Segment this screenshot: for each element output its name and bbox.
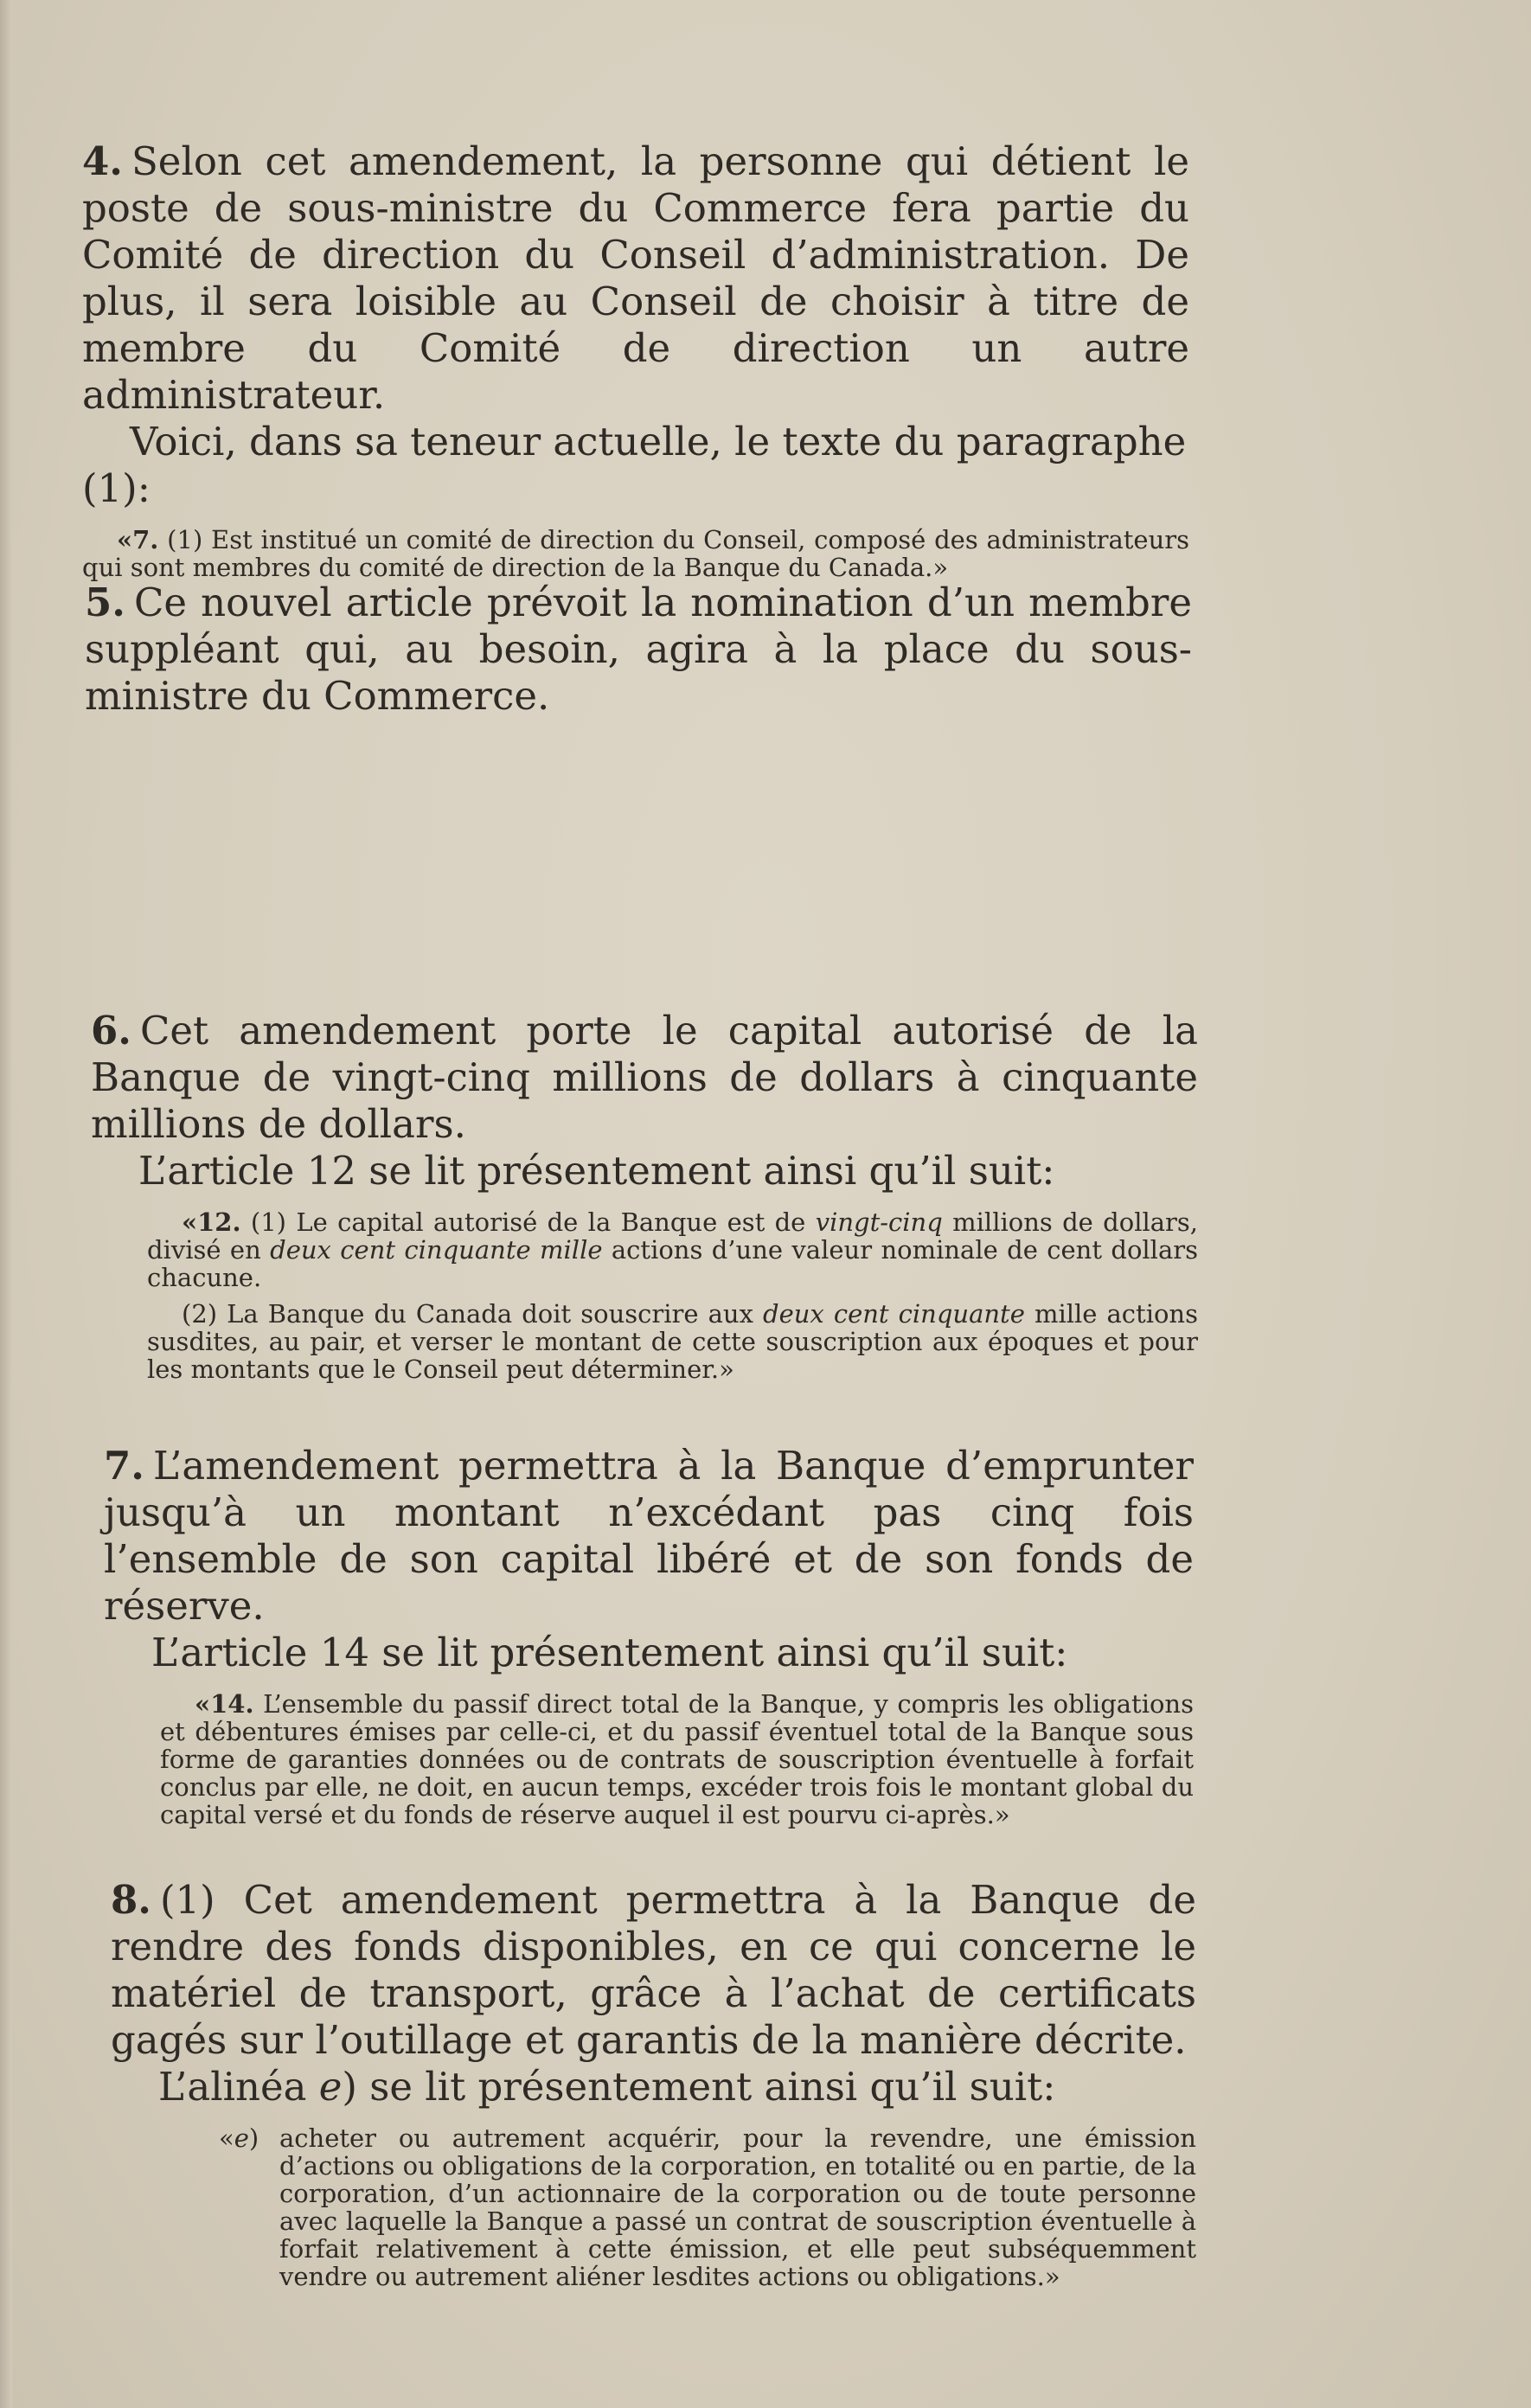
section-7-paragraph bbox=[104, 1443, 1194, 1630]
section-4-quote-number: «7. bbox=[117, 525, 159, 554]
section-8-quote-item bbox=[219, 2124, 1196, 2290]
section-8-lead-text-a: L’alinéa bbox=[158, 2064, 319, 2110]
section-5 bbox=[85, 580, 1192, 720]
section-8-lead bbox=[111, 2064, 1196, 2110]
section-8-item-label bbox=[219, 2124, 259, 2152]
section-8-item-label-close: ) bbox=[248, 2123, 259, 2153]
section-8-item-label-open: « bbox=[219, 2123, 234, 2153]
section-7 bbox=[104, 1443, 1194, 1828]
section-4-text: Selon cet amendement, la personne qui détient le poste de sous-ministre du Commerce fera partie du Comité de direction du Conseil d’administration. De plus, il sera loisible au Conseil de choisir à titre de membre du Comité de direction un autre administrateur. bbox=[82, 138, 1189, 418]
section-6-quote-1 bbox=[147, 1208, 1198, 1291]
section-4-lead: Voici, dans sa teneur actuelle, le texte du paragraphe (1): bbox=[82, 419, 1187, 511]
section-8-text: (1) Cet amendement permettra à la Banque de rendre des fonds disponibles, en ce qui concerne le matériel de transport, grâce à l’achat de certificats gagés sur l’outillage et garantis de la manière décrite. bbox=[111, 1877, 1196, 2063]
section-7-number: 7. bbox=[104, 1443, 144, 1489]
section-6-quote-2-text-a: (2) La Banque du Canada doit souscrire aux bbox=[182, 1299, 764, 1329]
section-4 bbox=[82, 138, 1189, 581]
section-7-lead: L’article 14 se lit présentement ainsi qu’il suit: bbox=[151, 1630, 1068, 1675]
section-6-text: Cet amendement porte le capital autorisé de la Banque de vingt-cinq millions de dollars à cinquante millions de dollars. bbox=[91, 1008, 1198, 1147]
section-6-lead: L’article 12 se lit présentement ainsi qu’il suit: bbox=[138, 1148, 1055, 1194]
section-7-quote-number: «14. bbox=[195, 1689, 254, 1719]
section-4-paragraph bbox=[82, 138, 1189, 419]
section-4-quote-text: (1) Est institué un comité de direction du Conseil, composé des administrateurs qui sont membres du comité de direction de la Banque du Canada.» bbox=[82, 525, 1189, 582]
section-6-quote-1-text-c: actions d’une valeur nominale de cent dollars chacune. bbox=[147, 1235, 1198, 1292]
section-7-text: L’amendement permettra à la Banque d’emprunter jusqu’à un montant n’excédant pas cinq fois l’ensemble de son capital libéré et de son fonds de réserve. bbox=[104, 1443, 1194, 1629]
section-6-paragraph bbox=[91, 1008, 1198, 1148]
section-7-quote bbox=[160, 1690, 1194, 1828]
section-6-quote-1-italic-2: deux cent cinquante mille bbox=[270, 1235, 603, 1265]
section-8-item-text: acheter ou autrement acquérir, pour la revendre, une émission d’actions ou obligations de la corporation, en totalité ou en partie, de la corporation, d’un actionnaire de la corporation ou de toute personne avec laquelle la Banque a passé un contrat de souscription éventuelle à forfait relativement à cette émission, et elle peut subséquemment vendre ou autrement aliéner lesdites actions ou obligations.» bbox=[279, 2123, 1196, 2291]
section-5-paragraph bbox=[85, 580, 1192, 720]
section-6-quote-number: «12. bbox=[182, 1207, 241, 1237]
section-4-quote bbox=[82, 526, 1189, 581]
section-6-quote-2-italic: deux cent cinquante bbox=[763, 1299, 1025, 1329]
section-6-quote-1-italic-1: vingt-cinq bbox=[815, 1207, 943, 1237]
section-5-number: 5. bbox=[85, 580, 125, 625]
section-8-lead-text-b: ) se lit présentement ainsi qu’il suit: bbox=[342, 2064, 1056, 2110]
section-6-quote-1-text-a: (1) Le capital autorisé de la Banque est de bbox=[240, 1207, 816, 1237]
page-edge-shadow bbox=[0, 0, 12, 2408]
section-6 bbox=[91, 1008, 1198, 1383]
section-8-item-label-letter: e bbox=[234, 2123, 249, 2153]
section-7-quote-text: L’ensemble du passif direct total de la Banque, y compris les obligations et débentures émises par celle-ci, et du passif éventuel total de la Banque sous forme de garanties données ou de contrats de souscription éventuelle à forfait conclus par elle, ne doit, en aucun temps, excéder trois fois le montant global du capital versé et du fonds de réserve auquel il est pourvu ci-après.» bbox=[160, 1689, 1194, 1829]
section-6-quote-1-text-b: millions de dollars, divisé en bbox=[147, 1207, 1198, 1265]
section-8-lead-italic: e bbox=[318, 2064, 343, 2110]
section-6-quote-2-text-b: mille actions susdites, au pair, et verser le montant de cette souscription aux époques et pour les montants que le Conseil peut déterminer.» bbox=[147, 1299, 1198, 1384]
section-6-number: 6. bbox=[91, 1008, 131, 1054]
section-4-number: 4. bbox=[82, 138, 123, 184]
section-5-text: Ce nouvel article prévoit la nomination d’un membre suppléant qui, au besoin, agira à la place du sous-ministre du Commerce. bbox=[85, 580, 1192, 719]
section-8-paragraph bbox=[111, 1877, 1196, 2064]
section-8-number: 8. bbox=[111, 1877, 151, 1923]
section-8 bbox=[111, 1877, 1196, 2290]
section-6-quote-2 bbox=[147, 1300, 1198, 1383]
